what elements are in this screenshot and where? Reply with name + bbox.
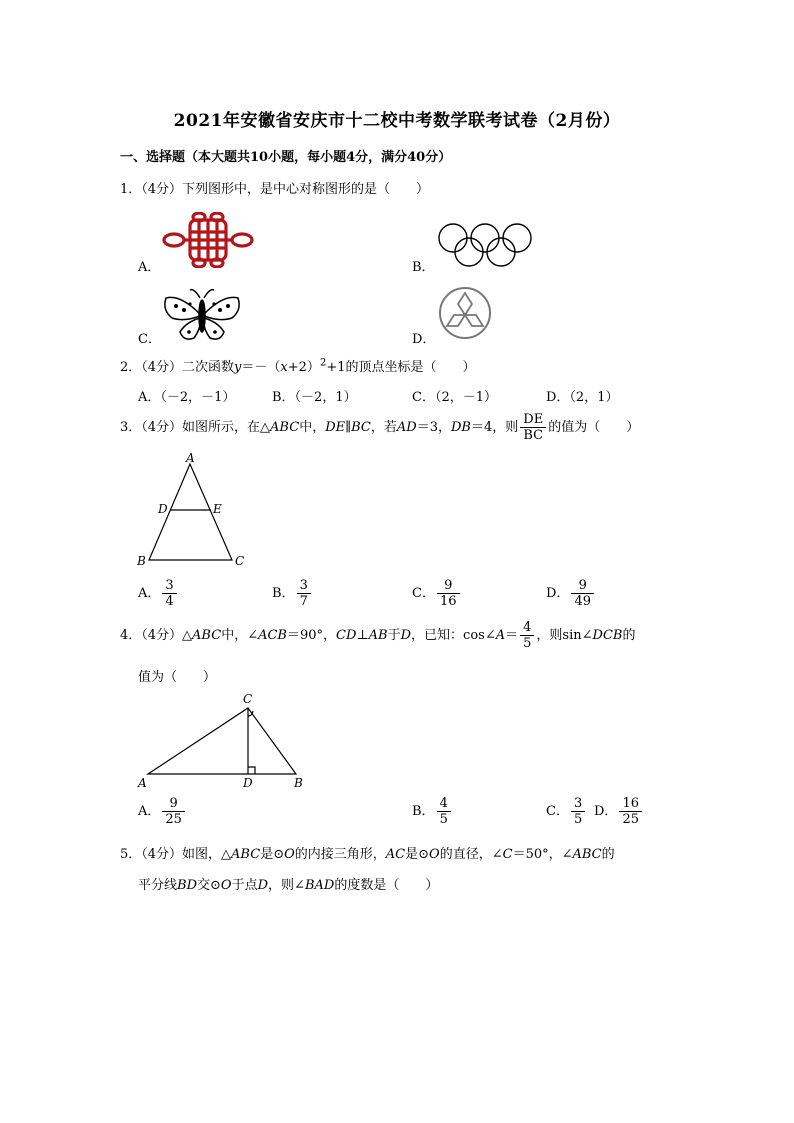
q4-point-a: A <box>138 776 147 790</box>
question-2-stem: 2．（4分）二次函数$y=-(x+2)^2+1$的顶点坐标是（ ） <box>120 357 476 375</box>
q3-option-b: B． $\frac{3}{7}$ <box>272 578 313 609</box>
section-heading: 一、选择题（本大题共10小题，每小题4分，满分40分） <box>120 150 452 165</box>
q3-point-c: C <box>235 554 245 568</box>
q3-point-d: D <box>158 502 168 516</box>
q3-option-c: C． $\frac{9}{16}$ <box>412 578 462 609</box>
question-1-stem: 1．（4分）下列图形中，是中心对称图形的是（ ） <box>120 182 430 197</box>
q3-fraction: $\frac{DE}{BC}$ <box>520 412 546 443</box>
q3-point-a: A <box>186 451 195 465</box>
q3-point-b: B <box>137 554 146 568</box>
q4-point-c: C <box>243 692 253 706</box>
page-title: 2021年安徽省安庆市十二校中考数学联考试卷（2月份） <box>173 111 621 131</box>
q1-option-d-label: D． <box>412 332 436 347</box>
q3-option-a: A． $\frac{3}{4}$ <box>138 578 179 609</box>
q1-option-c-label: C． <box>138 332 161 347</box>
chinese-knot-icon <box>162 212 254 272</box>
question-5-stem-line2: 平分线BD交⊙O于点D，则∠BAD的度数是（ ） <box>138 878 439 893</box>
q4-triangle-diagram <box>136 690 316 798</box>
q4-option-a: A． $\frac{9}{25}$ <box>138 796 187 827</box>
question-3-stem: 3．（4分）如图所示，在△ABC中，DE∥BC，若AD＝3，DB＝4，则 $\frac{DE}{BC}$ 的值为（ ） <box>120 412 640 443</box>
q3-triangle-diagram <box>132 450 252 578</box>
q4-fraction: $\frac{4}{5}$ <box>520 620 534 651</box>
q1-option-b-label: B． <box>412 260 435 275</box>
q4-point-d: D <box>243 776 253 790</box>
question-4-stem-line2: 值为（ ） <box>138 670 217 685</box>
q1-option-a-label: A． <box>138 260 161 275</box>
q4-option-b: B． $\frac{4}{5}$ <box>412 796 453 827</box>
q4-option-c: C． $\frac{3}{5}$ <box>546 796 587 827</box>
q2-option-a: A．（－2，－1） <box>138 390 236 405</box>
q2-option-d: D．（2，1） <box>546 390 619 405</box>
q3-option-d: D． $\frac{9}{49}$ <box>546 578 596 609</box>
mitsubishi-logo-icon <box>438 286 492 344</box>
q2-option-b: B．（－2，1） <box>272 390 357 405</box>
question-5-stem: 5．（4分）如图，△ABC是⊙O的内接三角形，AC是⊙O的直径，∠C＝50°，∠ABC的 <box>120 847 615 862</box>
question-4-stem: 4．（4分）△ABC中，∠ACB＝90°，CD⊥AB于D，已知：cos∠A＝ $\frac{4}{5}$ ，则sin∠DCB的 <box>120 620 636 651</box>
butterfly-icon <box>160 288 244 348</box>
q4-point-b: B <box>294 776 303 790</box>
olympic-rings-icon <box>436 222 534 272</box>
q2-option-c: C．（2，－1） <box>412 390 497 405</box>
q4-option-d: D． $\frac{16}{25}$ <box>594 796 644 827</box>
q3-point-e: E <box>213 502 222 516</box>
